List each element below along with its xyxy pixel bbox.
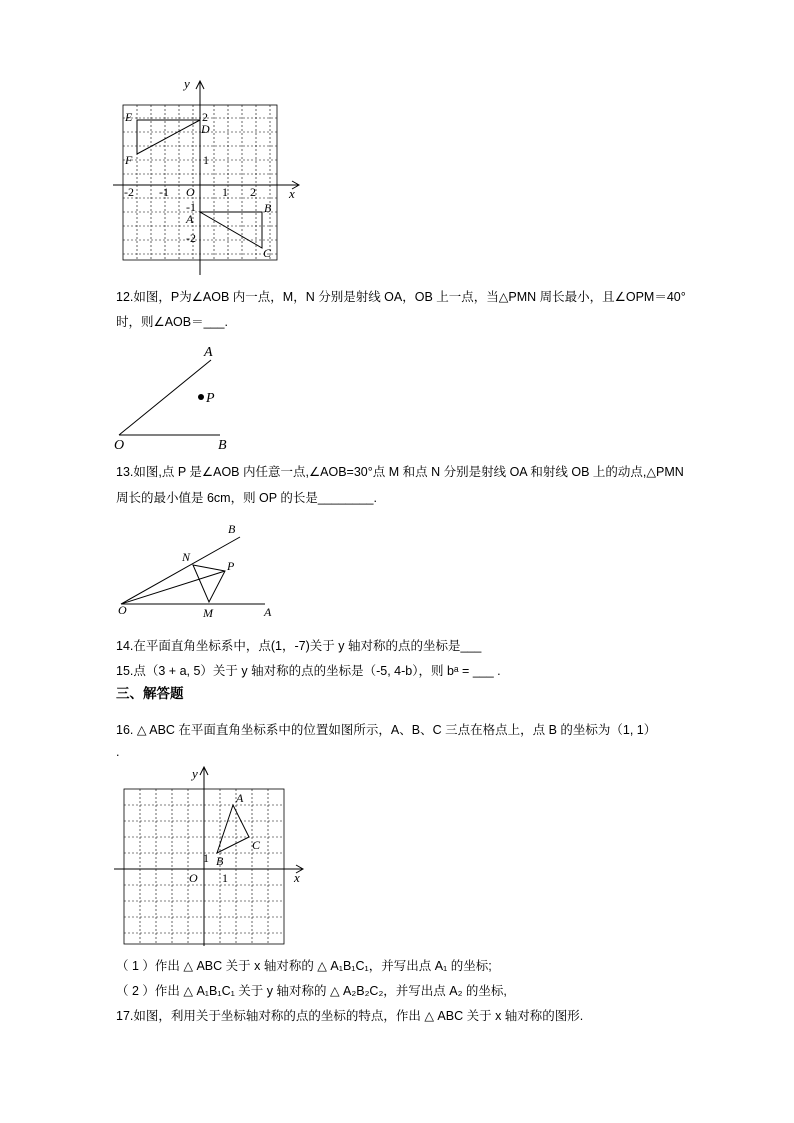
question-12-line-2: 时，则∠AOB＝___. — [116, 315, 228, 329]
question-16-line-2: . — [116, 745, 120, 759]
point-p-label-3: P — [227, 559, 235, 573]
point-a-label-1: A — [186, 212, 194, 226]
x-tick-2-label: 2 — [250, 185, 256, 199]
x-axis-label-4: x — [294, 870, 300, 885]
point-f-label: F — [125, 153, 133, 167]
question-12-line-1: 12.如图，P为∠AOB 内一点，M，N 分别是射线 OA，OB 上一点，当△PMN 周长最小，且∠OPM＝40° — [116, 290, 686, 304]
point-a-label-4: A — [236, 791, 244, 805]
question-15: 15.点（3 + a, 5）关于 y 轴对称的点的坐标是（-5, 4-b），则 bᵃ = ___ . — [116, 664, 501, 678]
question-16-part-2: （ 2 ）作出 △ A₁B₁C₁ 关于 y 轴对称的 △ A₂B₂C₂，并写出点 A₂ 的坐标, — [116, 984, 507, 998]
point-b-label-1: B — [264, 201, 272, 215]
origin-label-3: O — [118, 603, 127, 617]
question-13-line-1: 13.如图,点 P 是∠AOB 内任意一点,∠AOB=30°点 M 和点 N 分别是射线 OA 和射线 OB 上的动点,△PMN — [116, 465, 684, 479]
point-a-label-3: A — [264, 605, 272, 619]
y-tick-neg1-label: -1 — [186, 200, 196, 214]
x-tick-1-label: 1 — [222, 185, 228, 199]
point-c-label-4: C — [252, 838, 261, 852]
point-d-label: D — [201, 122, 210, 136]
y-tick-neg2-label: -2 — [186, 231, 196, 245]
point-c-label-1: C — [263, 246, 272, 260]
question-13-line-2: 周长的最小值是 6cm，则 OP 的长是________. — [116, 491, 377, 505]
origin-label-1: O — [186, 185, 195, 199]
x-tick-neg1-label: -1 — [159, 185, 169, 199]
point-e-label: E — [125, 110, 133, 124]
point-b-label-2: B — [218, 438, 227, 453]
x-tick-neg2-label: -2 — [124, 185, 134, 199]
y-tick-1-label: 1 — [203, 153, 209, 167]
section-3-heading: 三、解答题 — [116, 686, 184, 701]
y-axis-label-1: y — [184, 76, 190, 91]
question-16-line-1: 16. △ ABC 在平面直角坐标系中的位置如图所示，A、B、C 三点在格点上，点 B 的坐标为（1, 1） — [116, 723, 657, 737]
point-b-label-4: B — [216, 854, 224, 868]
point-a-label-2: A — [204, 345, 213, 360]
question-17: 17.如图，利用关于坐标轴对称的点的坐标的特点，作出 △ ABC 关于 x 轴对称的图形. — [116, 1009, 584, 1023]
origin-label-2: O — [114, 438, 125, 453]
point-m-label: M — [203, 606, 213, 620]
question-16-part-1: （ 1 ）作出 △ ABC 关于 x 轴对称的 △ A₁B₁C₁，并写出点 A₁ 的坐标; — [116, 959, 492, 973]
point-n-label: N — [182, 550, 191, 564]
y-tick-2-label: 2 — [202, 110, 208, 124]
origin-label-4: O — [189, 871, 198, 885]
question-14: 14.在平面直角坐标系中，点(1，-7)关于 y 轴对称的点的坐标是___ — [116, 639, 482, 653]
y-axis-label-4: y — [192, 766, 198, 781]
point-b-label-3: B — [228, 522, 236, 536]
x-tick-1-label-4: 1 — [222, 871, 228, 885]
triangle-abc-4 — [217, 805, 249, 853]
x-axis-label-1: x — [289, 186, 295, 201]
y-tick-1-label-4: 1 — [203, 851, 209, 865]
point-p-label-2: P — [206, 391, 215, 406]
